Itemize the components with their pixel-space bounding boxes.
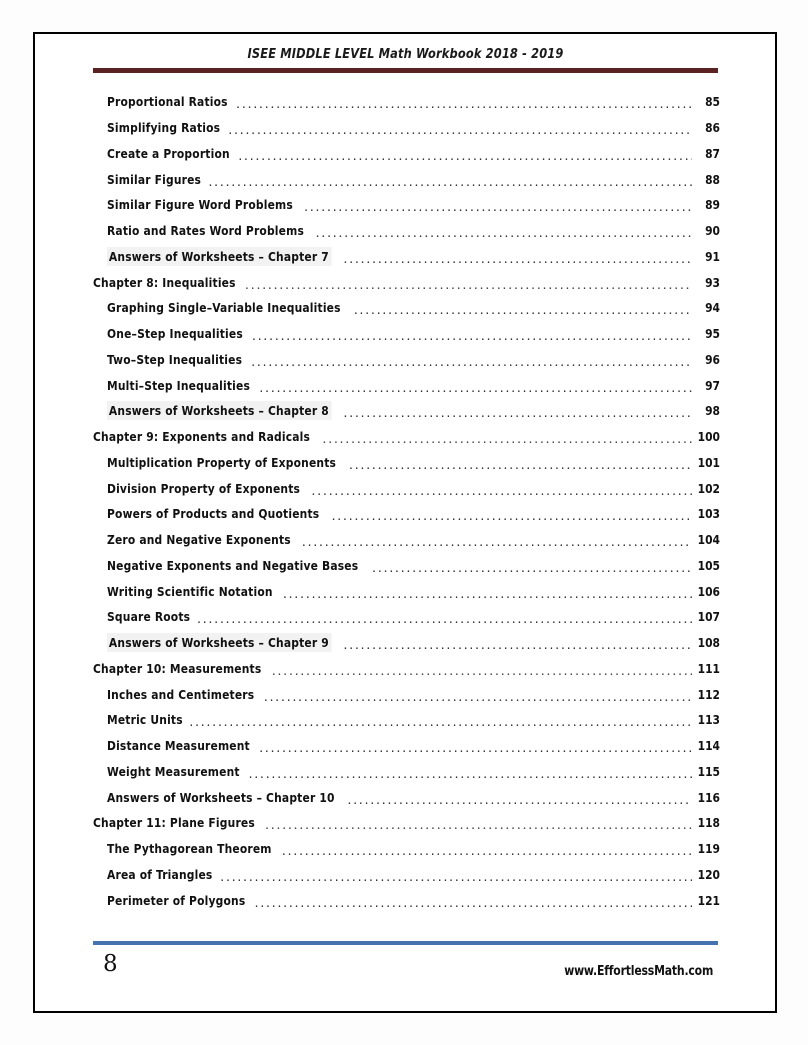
page-footer — [93, 947, 718, 995]
toc-entry-label: Square Roots — [107, 609, 191, 625]
toc-entry-row[interactable] — [93, 501, 720, 527]
toc-entry-label: Distance Measurement — [107, 738, 250, 754]
footer-divider-rule — [93, 941, 718, 945]
toc-entry-label: Multi–Step Inequalities — [107, 377, 251, 393]
toc-entry-row[interactable] — [93, 630, 720, 656]
toc-chapter-row[interactable] — [93, 656, 720, 682]
toc-page-number: 96 — [705, 351, 720, 367]
toc-page-number: 114 — [697, 738, 720, 754]
toc-entry-label: The Pythagorean Theorem — [107, 841, 272, 857]
toc-page-number: 116 — [697, 789, 720, 805]
toc-entry-label: Chapter 9: Exponents and Radicals — [93, 429, 311, 445]
toc-dot-leader — [247, 765, 692, 778]
toc-dot-leader — [235, 95, 692, 108]
toc-page-number: 107 — [697, 609, 720, 625]
toc-dot-leader — [321, 430, 692, 443]
toc-dot-leader — [262, 688, 692, 701]
toc-page-number: 94 — [705, 300, 720, 316]
toc-page-number: 111 — [697, 660, 720, 676]
toc-entry-label: Answers of Worksheets – Chapter 9 — [107, 633, 332, 652]
toc-entry-row[interactable] — [93, 372, 720, 398]
toc-page-number: 121 — [697, 892, 720, 908]
toc-entry-label: Answers of Worksheets – Chapter 10 — [107, 789, 335, 805]
toc-entry-row[interactable] — [93, 733, 720, 759]
toc-dot-leader — [227, 121, 692, 134]
toc-dot-leader — [303, 198, 692, 211]
page-header — [93, 46, 718, 62]
toc-dot-leader — [371, 559, 692, 572]
toc-page-number: 112 — [697, 686, 720, 702]
toc-entry-row[interactable] — [93, 166, 720, 192]
toc-dot-leader — [264, 816, 692, 829]
toc-dot-leader — [196, 610, 692, 623]
toc-chapter-row[interactable] — [93, 810, 720, 836]
toc-entry-label: Two–Step Inequalities — [107, 351, 243, 367]
toc-entry-row[interactable] — [93, 604, 720, 630]
toc-dot-leader — [348, 456, 692, 469]
toc-entry-label: Multiplication Property of Exponents — [107, 454, 337, 470]
toc-page-number: 90 — [705, 223, 720, 239]
toc-dot-leader — [251, 327, 692, 340]
toc-page-number: 105 — [697, 557, 720, 573]
toc-dot-leader — [342, 404, 692, 417]
toc-entry-label: Area of Triangles — [107, 866, 213, 882]
toc-entry-row[interactable] — [93, 887, 720, 913]
toc-dot-leader — [310, 482, 692, 495]
toc-entry-label: Create a Proportion — [107, 145, 230, 161]
toc-entry-row[interactable] — [93, 295, 720, 321]
toc-page-number: 101 — [697, 454, 720, 470]
toc-entry-row[interactable] — [93, 244, 720, 270]
toc-entry-label: Graphing Single–Variable Inequalities — [107, 300, 341, 316]
toc-dot-leader — [330, 507, 692, 520]
toc-page-number: 87 — [705, 145, 720, 161]
toc-page-number: 88 — [705, 171, 720, 187]
toc-entry-row[interactable] — [93, 527, 720, 553]
toc-page-number: 89 — [705, 197, 720, 213]
toc-entry-label: Chapter 10: Measurements — [93, 660, 262, 676]
toc-entry-row[interactable] — [93, 553, 720, 579]
toc-page-number: 108 — [697, 635, 720, 651]
toc-page-number: 97 — [705, 377, 720, 393]
toc-dot-leader — [282, 585, 692, 598]
toc-dot-leader — [301, 533, 693, 546]
toc-dot-leader — [250, 353, 692, 366]
toc-page-number: 115 — [697, 763, 720, 779]
toc-entry-row[interactable] — [93, 218, 720, 244]
toc-entry-label: Ratio and Rates Word Problems — [107, 223, 305, 239]
toc-page-number: 120 — [697, 866, 720, 882]
toc-entry-row[interactable] — [93, 115, 720, 141]
toc-page-number: 85 — [705, 94, 720, 110]
toc-dot-leader — [219, 868, 692, 881]
toc-entry-row[interactable] — [93, 321, 720, 347]
toc-page-number: 118 — [697, 815, 720, 831]
toc-entry-label: Chapter 11: Plane Figures — [93, 815, 255, 831]
toc-entry-row[interactable] — [93, 141, 720, 167]
toc-entry-row[interactable] — [93, 450, 720, 476]
page-title: ISEE MIDDLE LEVEL Math Workbook 2018 - 2019 — [247, 46, 564, 62]
toc-entry-label: Weight Measurement — [107, 763, 240, 779]
toc-dot-leader — [244, 276, 692, 289]
toc-page-number: 93 — [705, 274, 720, 290]
toc-entry-label: Division Property of Exponents — [107, 480, 301, 496]
toc-entry-label: Answers of Worksheets – Chapter 8 — [107, 401, 332, 420]
toc-entry-label: Negative Exponents and Negative Bases — [107, 557, 359, 573]
toc-entry-row[interactable] — [93, 759, 720, 785]
toc-dot-leader — [342, 250, 692, 263]
toc-entry-label: Zero and Negative Exponents — [107, 532, 291, 548]
toc-entry-row[interactable] — [93, 707, 720, 733]
toc-page-number: 102 — [697, 480, 720, 496]
page-sheet — [33, 32, 777, 1013]
toc-dot-leader — [314, 224, 692, 237]
toc-page-number: 103 — [697, 506, 720, 522]
toc-dot-leader — [237, 147, 692, 160]
toc-entry-row[interactable] — [93, 347, 720, 373]
toc-entry-label: Chapter 8: Inequalities — [93, 274, 236, 290]
toc-dot-leader — [270, 662, 692, 675]
toc-entry-row[interactable] — [93, 784, 720, 810]
toc-entry-row[interactable] — [93, 578, 720, 604]
toc-dot-leader — [188, 713, 692, 726]
toc-dot-leader — [281, 842, 692, 855]
toc-entry-label: Proportional Ratios — [107, 94, 228, 110]
toc-entry-row[interactable] — [93, 89, 720, 115]
page-number: 8 — [103, 951, 118, 977]
toc-dot-leader — [346, 791, 692, 804]
toc-dot-leader — [258, 379, 692, 392]
toc-chapter-row[interactable] — [93, 269, 720, 295]
toc-entry-row[interactable] — [93, 681, 720, 707]
toc-entry-label: Simplifying Ratios — [107, 120, 221, 136]
toc-page-number: 113 — [697, 712, 720, 728]
toc-entry-label: Writing Scientific Notation — [107, 583, 273, 599]
toc-page-number: 91 — [705, 248, 720, 264]
toc-entry-row[interactable] — [93, 398, 720, 424]
header-divider-rule — [93, 68, 718, 73]
toc-entry-label: Answers of Worksheets – Chapter 7 — [107, 247, 332, 266]
toc-page-number: 95 — [705, 326, 720, 342]
toc-entry-row[interactable] — [93, 475, 720, 501]
toc-entry-label: One–Step Inequalities — [107, 326, 243, 342]
toc-dot-leader — [342, 636, 692, 649]
toc-page-number: 104 — [697, 532, 720, 548]
table-of-contents — [93, 89, 720, 913]
toc-dot-leader — [258, 739, 692, 752]
toc-entry-row[interactable] — [93, 192, 720, 218]
toc-dot-leader — [207, 173, 692, 186]
toc-chapter-row[interactable] — [93, 424, 720, 450]
toc-page-number: 86 — [705, 120, 720, 136]
toc-page-number: 98 — [705, 403, 720, 419]
toc-page-number: 119 — [697, 841, 720, 857]
toc-page-number: 106 — [697, 583, 720, 599]
toc-entry-row[interactable] — [93, 836, 720, 862]
toc-entry-row[interactable] — [93, 862, 720, 888]
toc-entry-label: Powers of Products and Quotients — [107, 506, 320, 522]
toc-entry-label: Similar Figure Word Problems — [107, 197, 293, 213]
toc-entry-label: Similar Figures — [107, 171, 202, 187]
website-url: www.EffortlessMath.com — [564, 964, 713, 979]
toc-entry-label: Metric Units — [107, 712, 183, 728]
toc-page-number: 100 — [697, 429, 720, 445]
toc-dot-leader — [253, 894, 692, 907]
toc-dot-leader — [352, 301, 692, 314]
toc-entry-label: Perimeter of Polygons — [107, 892, 246, 908]
toc-entry-label: Inches and Centimeters — [107, 686, 255, 702]
